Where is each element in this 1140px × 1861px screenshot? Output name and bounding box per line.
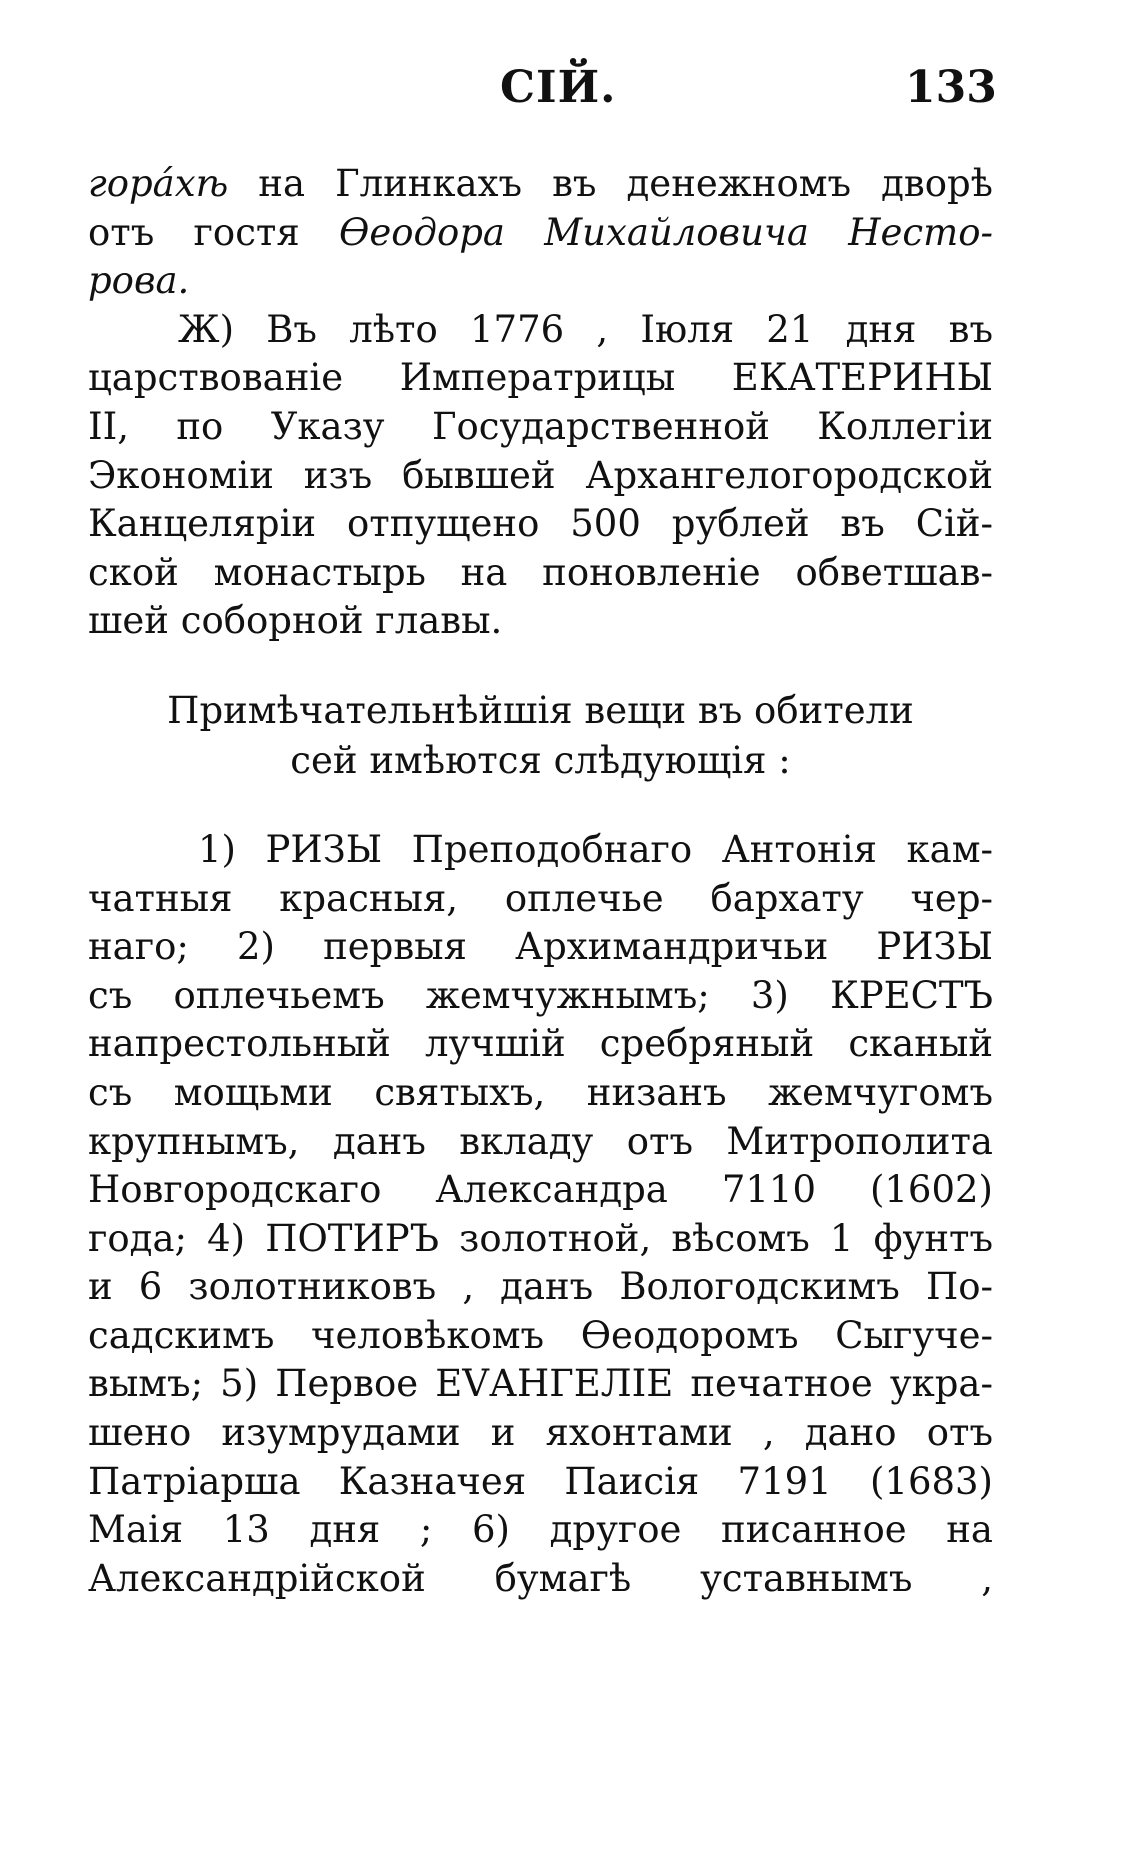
page-header (0, 62, 1140, 112)
paragraph-2 (88, 306, 993, 646)
text-line: Новгородскаго Александра 7110 (1602) (88, 1168, 993, 1212)
text-line: и 6 золотниковъ , данъ Вологодскимъ По- (88, 1265, 993, 1309)
text-line: шей соборной главы. (88, 599, 503, 643)
text-line: II, по Указу Государственной Коллегіи (88, 404, 993, 448)
text-line: 1) РИЗЫ Преподобнаго Антонія кам- (198, 827, 993, 871)
italic-word: рова. (88, 259, 190, 303)
spacer (88, 646, 993, 686)
text-line: крупнымъ, данъ вкладу отъ Митрополита (88, 1119, 993, 1163)
text-line (88, 209, 993, 258)
spacer (88, 786, 993, 826)
text-segment: отъ гостя (88, 210, 339, 254)
heading-line-1: Примѣчательнѣйшія вещи въ обители (167, 688, 914, 732)
text-line (88, 160, 993, 209)
text-line: шено изумрудами и яхонтами , дано отъ (88, 1411, 993, 1455)
text-line: напрестольный лучшій сребряный сканый (88, 1022, 993, 1066)
text-line (88, 257, 993, 306)
text-line: вымъ; 5) Первое ЕVАНГЕЛІЕ печатное укра- (88, 1362, 993, 1406)
text-line: садскимъ человѣкомъ Ѳеодоромъ Сыгуче- (88, 1313, 993, 1357)
text-line: царствованіе Императрицы ЕКАТЕРИНЫ (88, 356, 993, 400)
italic-word: гора́хѣ (88, 162, 229, 205)
text-line: съ мощьми святыхъ, низанъ жемчугомъ (88, 1070, 993, 1114)
text-segment: на Глинкахъ въ денежномъ дворѣ (228, 162, 993, 205)
text-line: Ж) Въ лѣто 1776 , Іюля 21 дня въ (178, 307, 993, 351)
text-line: ской монастырь на поновленіе обветшав- (88, 550, 993, 594)
text-line: съ оплечьемъ жемчужнымъ; 3) КРЕСТЪ (88, 973, 993, 1017)
paragraph-1 (88, 160, 993, 306)
text-line: Канцеляріи отпущено 500 рублей въ Сій- (88, 502, 993, 546)
text-line: наго; 2) первыя Архимандричьи РИЗЫ (88, 925, 993, 969)
page-number: 133 (905, 62, 997, 113)
text-line: Экономіи изъ бывшей Архангелогородской (88, 453, 993, 497)
body-text (88, 160, 993, 1603)
text-line: Патріарша Казначея Паисія 7191 (1683) (88, 1459, 993, 1503)
text-line: Александрійской бумагѣ уставнымъ , (88, 1556, 993, 1600)
text-line: года; 4) ПОТИРЪ золотной, вѣсомъ 1 фунтъ (88, 1216, 993, 1260)
italic-name: Ѳеодора Михайловича Несто- (339, 210, 993, 254)
heading-line-2: сей имѣются слѣдующія : (290, 738, 791, 782)
paragraph-3 (88, 826, 993, 1604)
text-line: Маія 13 дня ; 6) другое писанное на (88, 1508, 993, 1552)
section-heading (88, 686, 993, 786)
text-line: чатныя красныя, оплечье бархату чер- (88, 876, 993, 920)
running-head: СІЙ. (500, 62, 617, 113)
